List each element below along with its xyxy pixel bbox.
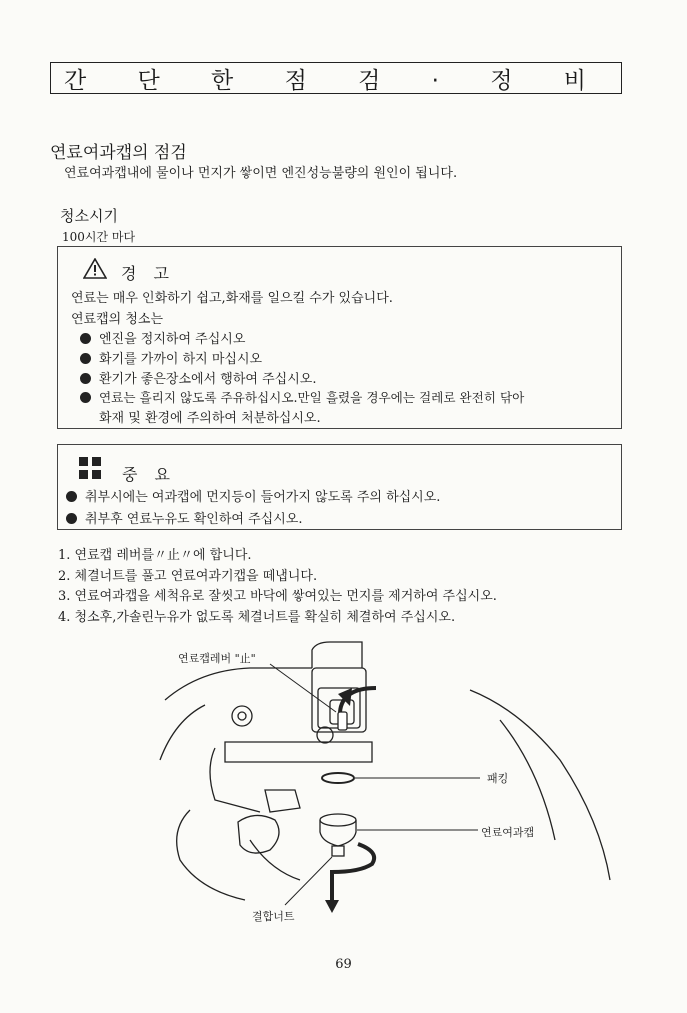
label-coupling-nut: 결합너트 [252,910,295,923]
cleaning-interval: 100시간 마다 [62,230,136,244]
important-title: 중 요 [122,465,176,484]
step-item: 3. 연료여과캡을 세척유로 잘씻고 바닥에 쌓여있는 먼지를 제거하여 주십시오. [58,589,497,604]
warning-line: 연료는 매우 인화하기 쉽고,화재를 일으킬 수가 있습니다. [71,291,393,306]
section-heading: 연료여과캡의 점검 [50,143,187,163]
important-item: 취부후 연료누유도 확인하여 주십시오. [66,508,302,527]
label-filter-cap: 연료여과캡 [481,826,535,839]
warning-line: 연료캡의 청소는 [71,312,164,327]
bullet-icon [66,491,77,502]
bullet-icon [80,333,91,344]
step-item: 1. 연료캡 레버를〃止〃에 합니다. [58,548,252,563]
warning-box [57,246,622,429]
page-title: 간 단 한 점 검 · 정 비 [50,62,622,94]
cleaning-heading: 청소시기 [60,207,118,225]
warning-item: 연료는 흘리지 않도록 주유하십시오.만일 흘렸을 경우에는 걸레로 완전히 닦아 [80,387,524,406]
section-intro: 연료여과캡내에 물이나 먼지가 쌓이면 엔진성능불량의 원인이 됩니다. [64,166,458,181]
fuel-filter-diagram [140,640,640,930]
procedure-steps [58,546,497,628]
step-item: 4. 청소후,가솔린누유가 없도록 체결너트를 확실히 체결하여 주십시오. [58,609,456,625]
important-item: 취부시에는 여과캡에 먼지등이 들어가지 않도록 주의 하십시오. [66,486,440,505]
page-number: 69 [335,957,352,972]
warning-item: 환기가 좋은장소에서 행하여 주십시오. [80,368,316,387]
bullet-icon [80,373,91,384]
warning-item: 화기를 가까이 하지 마십시오 [80,348,262,367]
label-fuel-cap-lever: 연료캡레버 "止" [178,652,256,665]
warning-title: 경 고 [121,264,175,283]
warning-item-continued: 화재 및 환경에 주의하여 처분하십시오. [99,411,321,426]
warning-triangle-icon [83,258,107,279]
warning-item: 엔진을 정지하여 주십시오 [80,328,245,347]
bullet-icon [80,392,91,403]
step-item: 2. 체결너트를 풀고 연료여과기캡을 떼냅니다. [58,568,318,584]
label-packing: 패킹 [487,772,509,785]
important-box [57,444,622,530]
important-icon [79,457,101,479]
bullet-icon [80,353,91,364]
bullet-icon [66,513,77,524]
